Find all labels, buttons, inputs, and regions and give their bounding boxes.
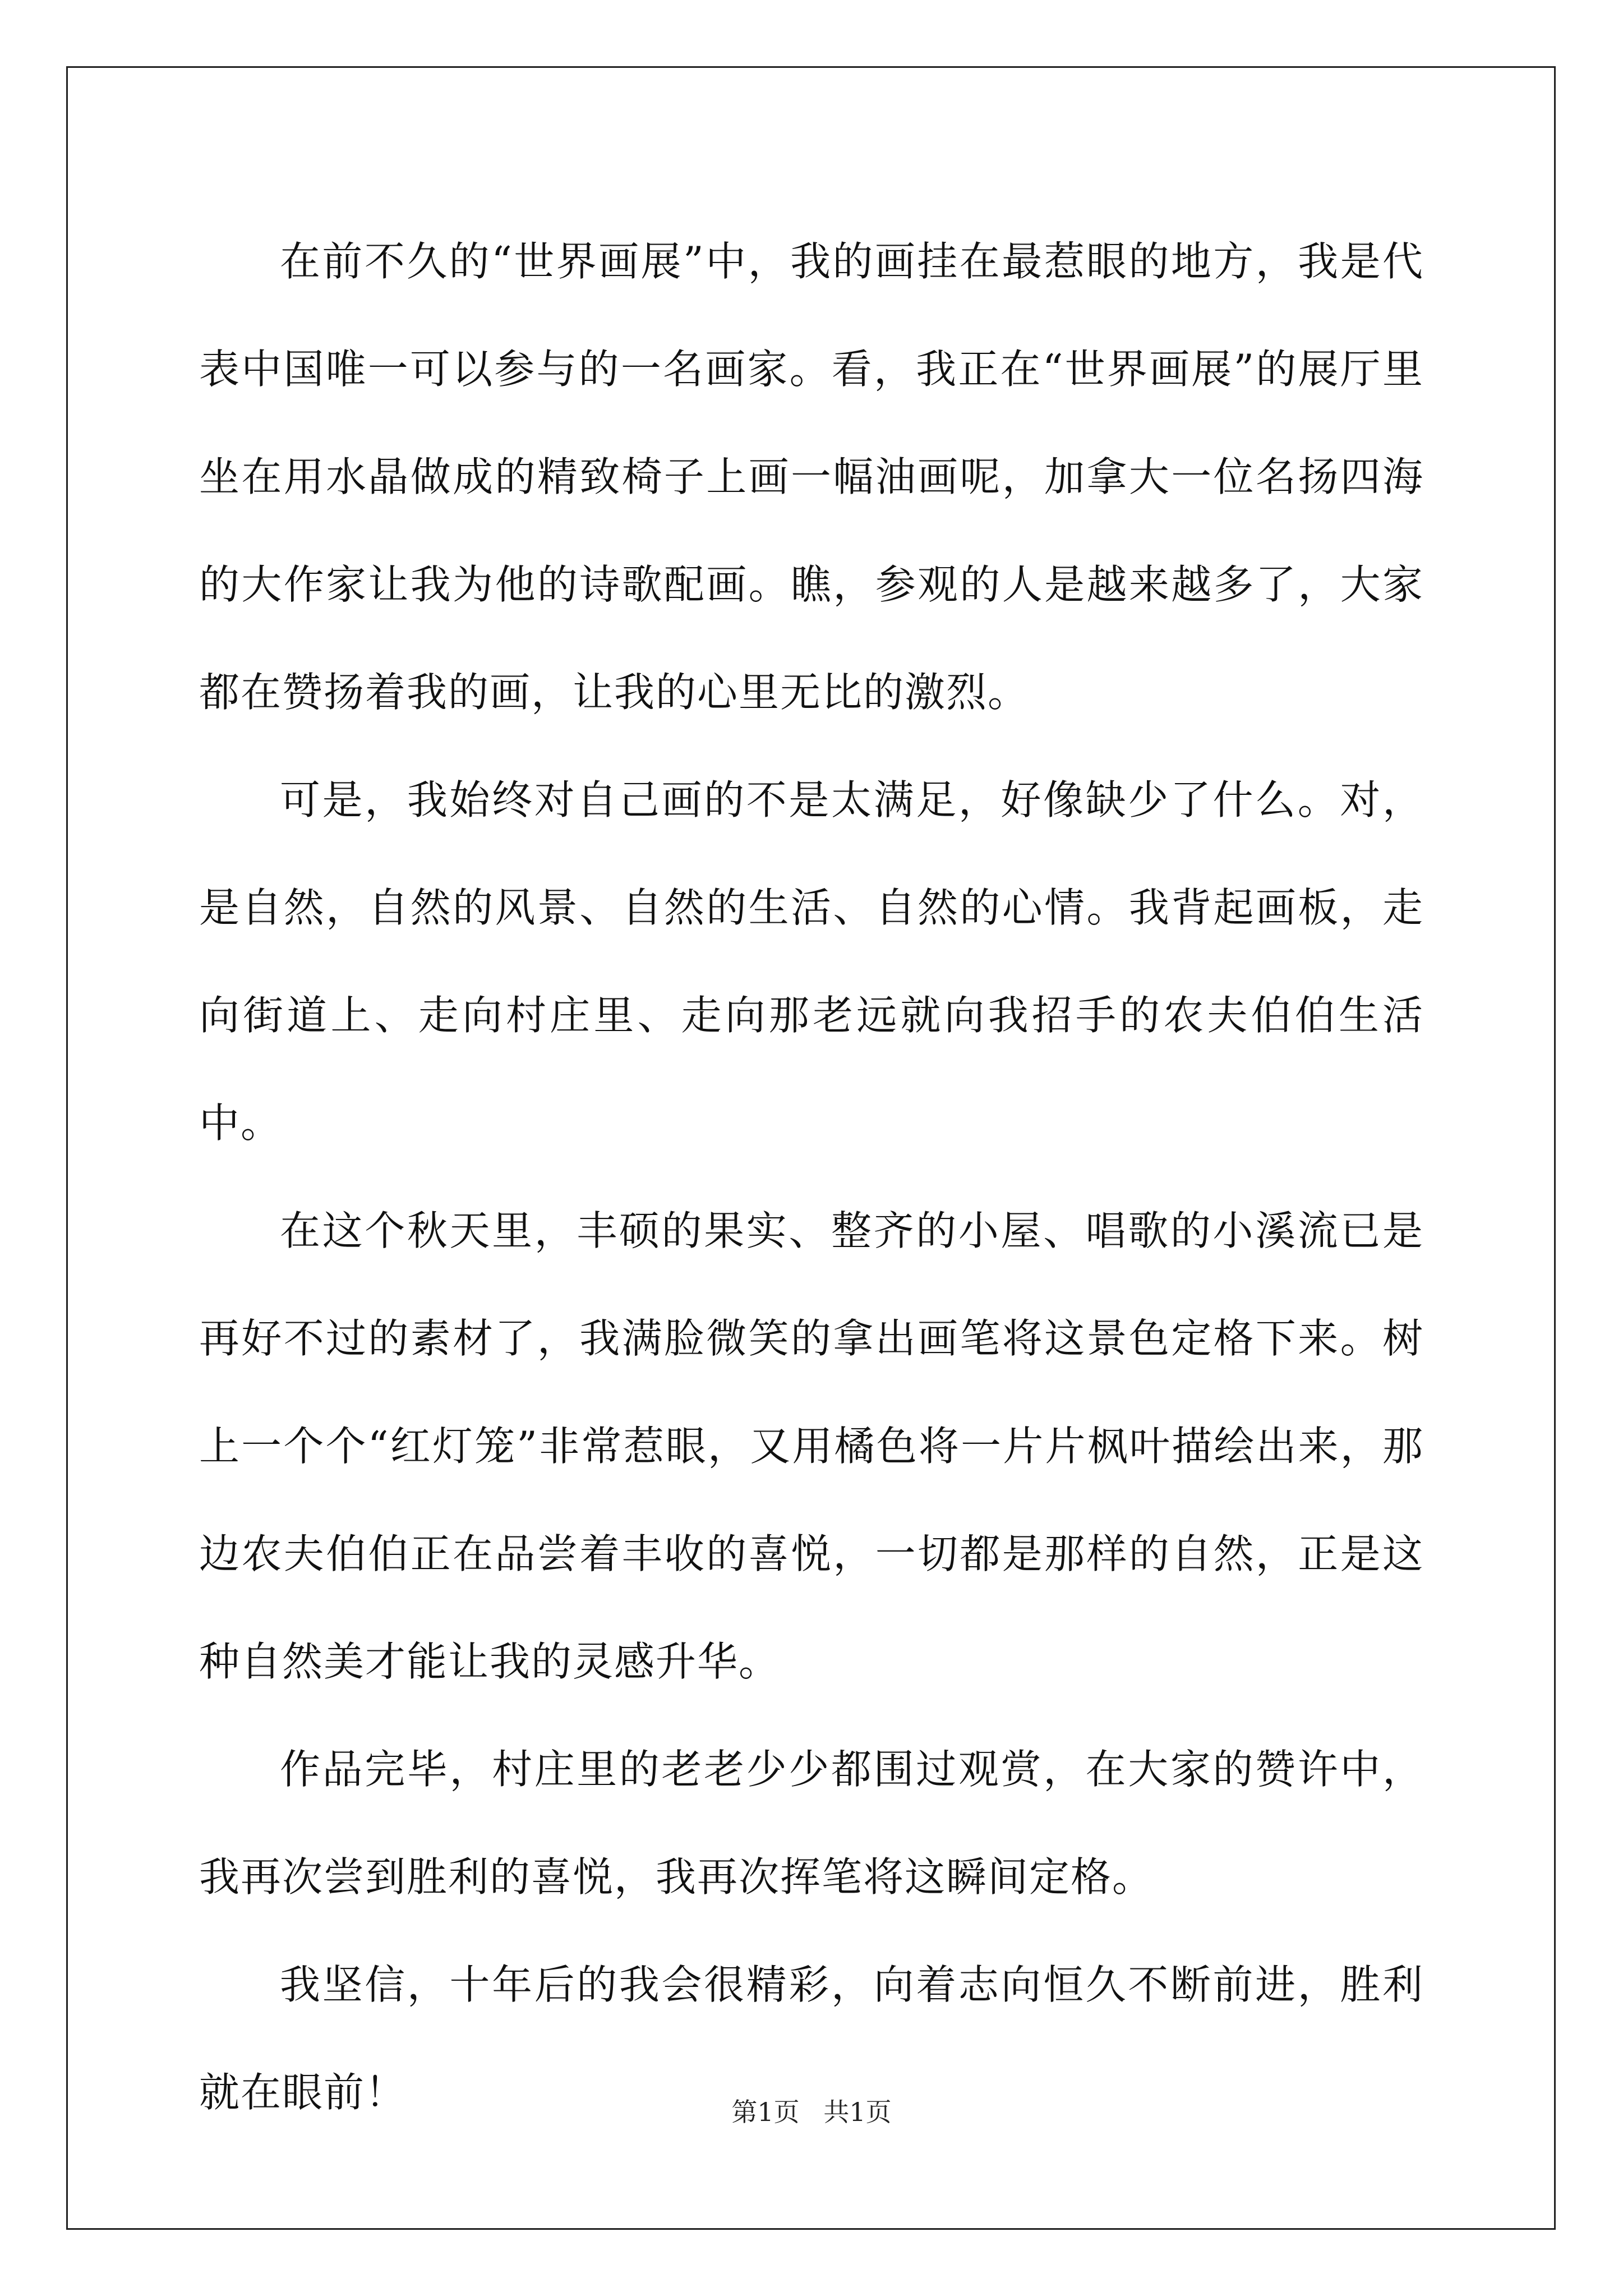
paragraph-5: 我坚信，十年后的我会很精彩，向着志向恒久不断前进，胜利就在眼前！ — [199, 1961, 1424, 2116]
page-number: 第1页 — [731, 2097, 800, 2127]
page-footer — [0, 2095, 1623, 2129]
page-total: 共1页 — [823, 2097, 892, 2127]
paragraph-2: 可是，我始终对自己画的不是太满足，好像缺少了什么。对，是自然，自然的风景、自然的生活、自然的心情。我背起画板，走向街道上、走向村庄里、走向那老远就向我招手的农夫伯伯生活中。 — [199, 776, 1424, 1147]
paragraph-1: 在前不久的“世界画展”中，我的画挂在最惹眼的地方，我是代表中国唯一可以参与的一名画家。看，我正在“世界画展”的展厅里坐在用水晶做成的精致椅子上画一幅油画呢，加拿大一位名扬四海的大作家让我为他的诗歌配画。瞧，参观的人是越来越多了，大家都在赞扬着我的画，让我的心里无比的激烈。 — [199, 238, 1424, 716]
paragraph-4: 作品完毕，村庄里的老老少少都围过观赏，在大家的赞许中，我再次尝到胜利的喜悦，我再次挥笔将这瞬间定格。 — [199, 1746, 1424, 1901]
document-body — [199, 208, 1424, 2146]
paragraph-3: 在这个秋天里，丰硕的果实、整齐的小屋、唱歌的小溪流已是再好不过的素材了，我满脸微笑的拿出画笔将这景色定格下来。树上一个个“红灯笼”非常惹眼，又用橘色将一片片枫叶描绘出来，那边农夫伯伯正在品尝着丰收的喜悦，一切都是那样的自然，正是这种自然美才能让我的灵感升华。 — [199, 1207, 1424, 1685]
